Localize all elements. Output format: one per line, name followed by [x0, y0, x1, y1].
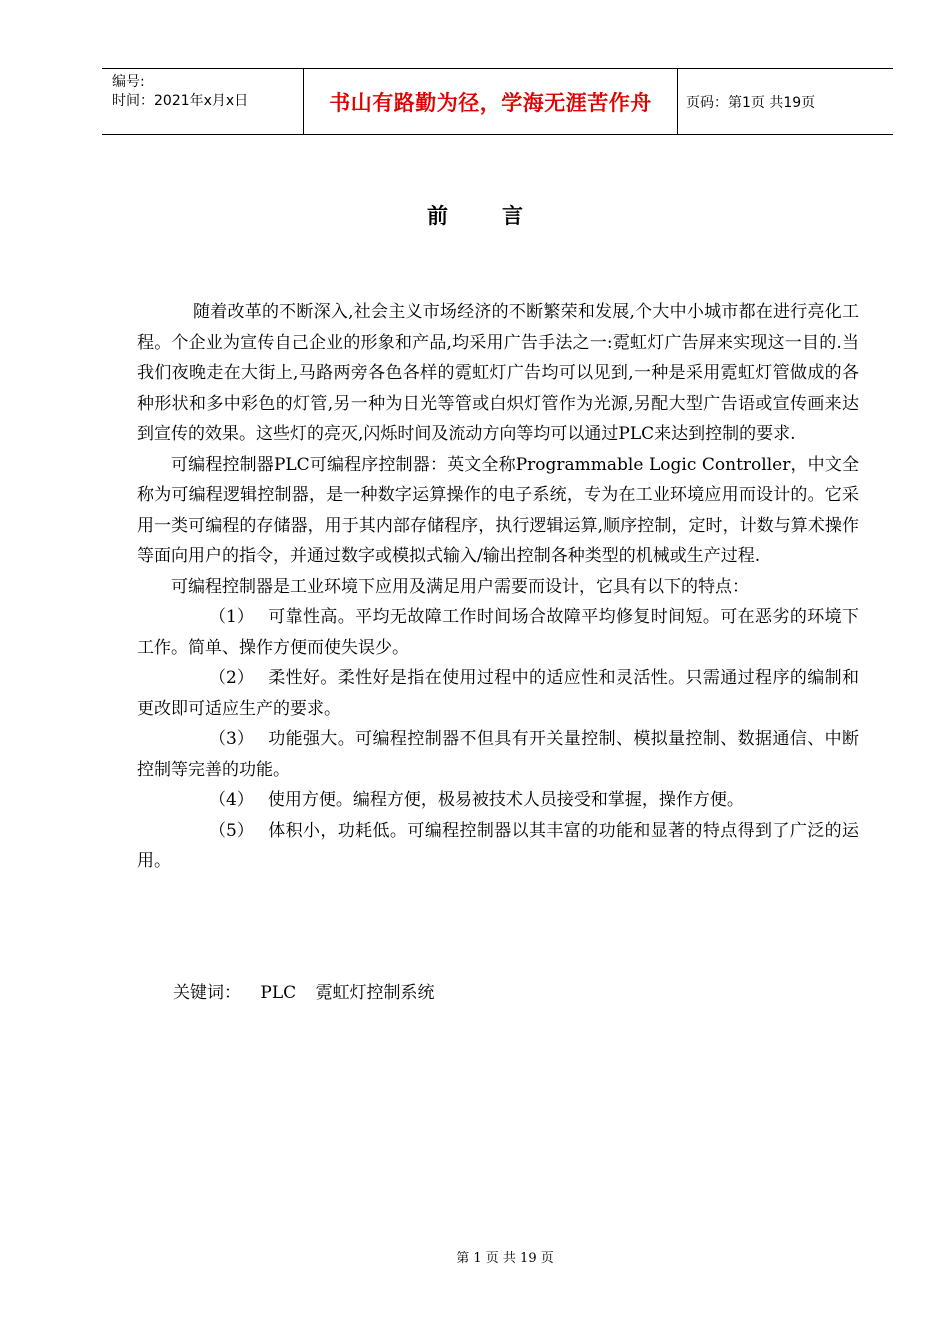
feature-item — [137, 602, 859, 663]
keyword-item: 霓虹灯控制系统 — [315, 983, 435, 1003]
feature-number: （2） — [209, 668, 254, 688]
page-code-text: 页码：第1页 共19页 — [686, 94, 816, 111]
feature-text: 柔性好。柔性好是指在使用过程中的适应性和灵活性。只需通过程序的编制和更改即可适应生产的要求。 — [137, 668, 859, 719]
feature-item — [137, 724, 859, 785]
keywords-label: 关键词： — [173, 983, 241, 1003]
feature-number: （1） — [209, 607, 254, 627]
keyword-item: PLC — [260, 983, 297, 1003]
feature-item — [137, 663, 859, 724]
header-motto-cell — [304, 69, 678, 134]
time-label: 时间：2021年x月x日 — [112, 93, 249, 109]
feature-item — [137, 816, 859, 877]
number-label: 编号: — [112, 74, 145, 90]
feature-text: 使用方便。编程方便，极易被技术人员接受和掌握，操作方便。 — [267, 790, 744, 810]
document-body — [137, 297, 859, 877]
page-footer: 第 1 页 共 19 页 — [456, 1251, 554, 1266]
feature-text: 功能强大。可编程控制器不但具有开关量控制、模拟量控制、数据通信、中断控制等完善的功能。 — [137, 729, 859, 780]
paragraph-2: 可编程控制器PLC可编程序控制器：英文全称Programmable Logic Controller，中文全称为可编程逻辑控制器，是一种数字运算操作的电子系统，专为在工业环境应用而设计的。它采用一类可编程的存储器，用于其内部存储程序，执行逻辑运算,顺序控制，定时，计数与算术操作等面向用户的指令，并通过数字或模拟式输入/输出控制各种类型的机械或生产过程. — [137, 454, 859, 566]
paragraph-1: 随着改革的不断深入,社会主义市场经济的不断繁荣和发展,个大中小城市都在进行亮化工程。个企业为宣传自己企业的形象和产品,均采用广告手法之一:霓虹灯广告屏来实现这一目的.当我们夜晚走在大街上,马路两旁各色各样的霓虹灯广告均可以见到,一种是采用霓虹灯管做成的各种形状和多中彩色的灯管,另一种为日光等管或白炽灯管作为光源,另配大型广告语或宣传画来达到宣传的效果。这些灯的亮灭,闪烁时间及流动方向等均可以通过PLC来达到控制的要求. — [137, 302, 859, 444]
feature-number: （3） — [209, 729, 254, 749]
feature-number: （4） — [209, 790, 254, 810]
feature-text: 体积小，功耗低。可编程控制器以其丰富的功能和显著的特点得到了广泛的运用。 — [137, 820, 859, 871]
header-meta — [102, 69, 304, 134]
header-page-code — [678, 69, 893, 134]
feature-text: 可靠性高。平均无故障工作时间场合故障平均修复时间短。可在恶劣的环境下工作。简单、操作方便而使失误少。 — [137, 607, 859, 658]
feature-number: （5） — [209, 820, 254, 841]
paragraph-3: 可编程控制器是工业环境下应用及满足用户需要而设计，它具有以下的特点： — [171, 576, 749, 597]
keywords-line — [173, 978, 449, 1003]
feature-item — [137, 785, 859, 816]
header-table — [102, 68, 893, 135]
page-title: 前言 — [427, 204, 577, 228]
motto-text: 书山有路勤为径，学海无涯苦作舟 — [329, 90, 652, 115]
